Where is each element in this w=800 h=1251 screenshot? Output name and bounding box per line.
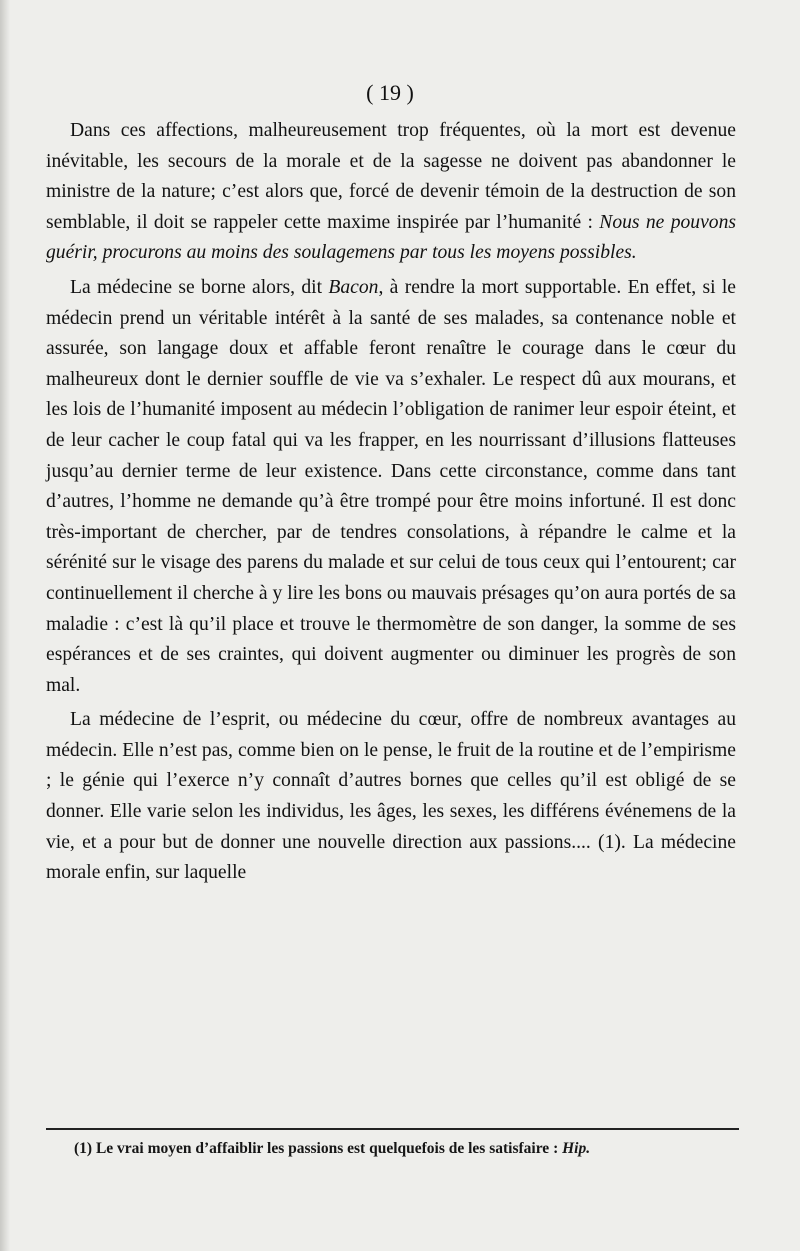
paragraph-2 (46, 273, 736, 701)
paragraph-2-text-start: La médecine se borne alors, dit (70, 276, 329, 298)
paragraph-1-italic-maxim: Nous ne pouvons guérir, procurons au moins des soulagemens par tous les moyens possibles. (46, 211, 737, 264)
body-text (46, 116, 736, 893)
footnote-text: Le vrai moyen d’affaiblir les passions est quelquefois de les satisfaire : (95, 1140, 563, 1157)
page-number: ( 19 ) (366, 80, 414, 105)
footnote (74, 1140, 754, 1158)
paragraph-3-text: La médecine de l’esprit, ou médecine du cœur, offre de nombreux avantages au médecin. Elle n’est pas, comme bien on le pense, le fruit de la routine et de l’empirisme ; le génie qui l’exerce n’y connaît d’autres bornes que celles qu’il est obligé de se donner. Elle varie selon les individus, les âges, les sexes, les différens événemens de la vie, et a pour but de donner une nouvelle direction aux passions.... (1). La médecine morale enfin, sur laquelle (46, 709, 736, 884)
footnote-marker: (1) (74, 1140, 93, 1157)
paragraph-2-italic-bacon: Bacon (328, 276, 379, 298)
footnote-rule (46, 1128, 739, 1130)
footnote-source: Hip. (562, 1140, 591, 1157)
paragraph-1 (46, 116, 736, 269)
paragraph-1-text: Dans ces affections, malheureusement trop fréquentes, où la mort est devenue inévitable, les secours de la morale et de la sagesse ne doivent pas abandonner le ministre de la nature; c’est alors que, forcé de devenir témoin de la destruction de son semblable, il doit se rappeler cette maxime inspirée par l’humanité : (46, 120, 736, 233)
paragraph-2-text-rest: , à rendre la mort supportable. En effet, si le médecin prend un véritable intérêt à la santé de ses malades, sa contenance noble et assurée, son langage doux et affable feront renaître le courage dans le cœur du malheureux dont le dernier souffle de vie va s’exhaler. Le respect dû aux mourans, et les lois de l’humanité imposent au médecin l’obligation de ranimer leur espoir éteint, et de leur cacher le coup fatal qui va les frapper, en les nourrissant d’illusions flatteuses jusqu’au dernier terme de leur existence. Dans cette circonstance, comme dans tant d’autres, l’homme ne demande qu’à être trompé pour être moins infortuné. Il est donc très-important de chercher, par de tendres consolations, à répandre le calme et la sérénité sur le visage des parens du malade et sur celui de tous ceux qui l’entourent; car continuellement il cherche à y lire les bons ou mauvais présages qu’on aura portés de sa maladie : c’est là qu’il place et trouve le thermomètre de son danger, la somme de ses espérances et de ses craintes, qui doivent augmenter ou diminuer les progrès de son mal. (46, 276, 736, 696)
paragraph-3 (46, 705, 736, 889)
